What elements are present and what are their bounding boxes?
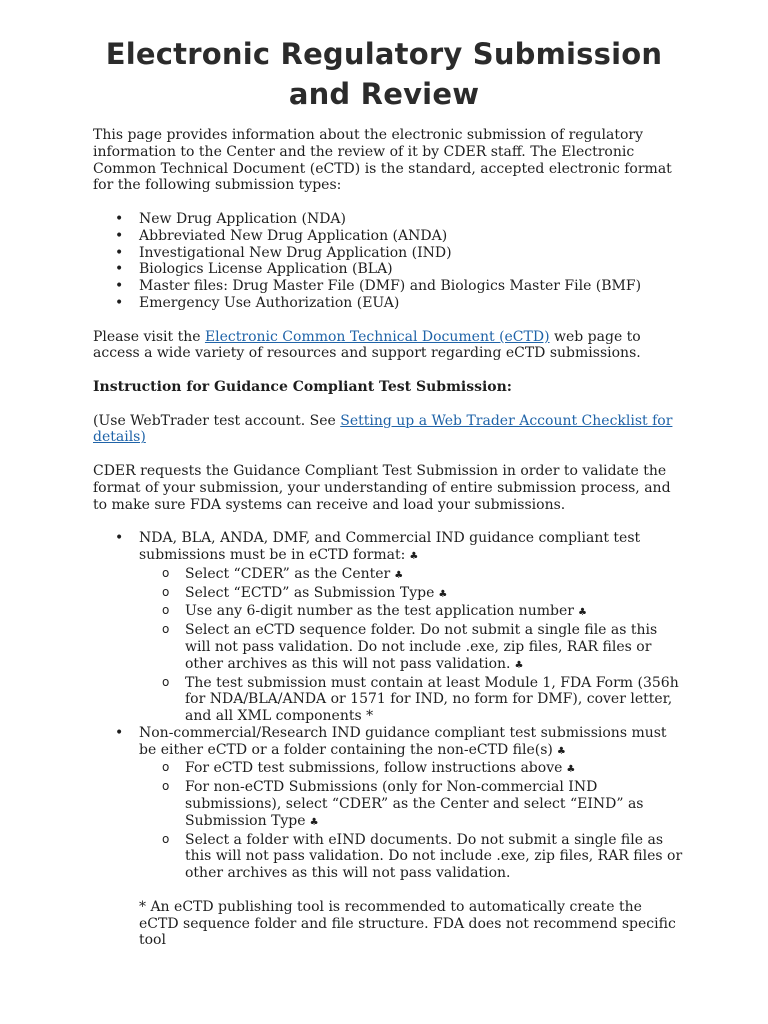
list-item: • Master files: Drug Master File (DMF) and Biologics Master File (BMF) [93,278,683,295]
sublist-item [139,566,683,585]
sublist-item [139,603,683,622]
intro-paragraph: This page provides information about the electronic submission of regulatory information to the Center and the review of it by CDER staff. The Electronic Common Technical Document (eCTD) is the standard, accepted electronic format for the following submission types: [93,127,672,194]
ectd-group-item [93,530,683,725]
ectd-link[interactable]: Electronic Common Technical Document (eCTD) [204,328,550,345]
club-icon: ♣ [309,816,319,828]
sublist-item-text: For eCTD test submissions, follow instructions above [185,760,563,777]
club-icon: ♣ [577,607,587,619]
title-line-2: and Review [288,77,480,111]
ectd-group-text: NDA, BLA, ANDA, DMF, and Commercial IND guidance compliant test submissions must be in eCTD format: [139,530,641,563]
sublist-item [139,622,683,674]
instruction-heading [93,379,683,396]
visit-text-before: Please visit the [93,328,205,345]
submission-types-list [93,211,683,312]
sublist-item [139,585,683,604]
sublist-item-text: Select an eCTD sequence folder. Do not submit a single file as this will not pass validation. Do not include .exe, zip files, RAR files or other archives as this will not pass validation. [185,622,658,672]
club-icon: ♣ [514,659,524,671]
list-item: • Abbreviated New Drug Application (ANDA) [93,228,683,245]
noncommercial-group-item [93,725,683,882]
club-icon: ♣ [394,569,404,581]
visit-text-after: web page to access a wide variety of resources and support regarding eCTD submissions. [93,328,641,362]
cder-paragraph: CDER requests the Guidance Compliant Test Submission in order to validate the format of your submission, your understanding of entire submission process, and to make sure FDA systems can receive and load your submissions. [93,462,671,513]
sublist-item [139,675,683,725]
club-icon: ♣ [566,764,576,776]
sublist-item-text: Select “ECTD” as Submission Type [185,584,435,601]
list-item: • Investigational New Drug Application (IND) [93,245,683,262]
webtrader-checklist-link[interactable]: Setting up a Web Trader Account Checklist for details) [93,412,673,446]
title-line-1: Electronic Regulatory Submission [105,37,663,71]
sublist-item [139,760,683,779]
footnote: * An eCTD publishing tool is recommended to automatically create the eCTD sequence folder and file structure. FDA does not recommend specific tool [139,898,676,949]
list-item: • Biologics License Application (BLA) [93,261,683,278]
webtrader-paragraph [93,413,683,447]
webtrader-text-before: (Use WebTrader test account. See [93,412,341,429]
ectd-sublist [139,566,683,725]
sublist-item-text: Select a folder with eIND documents. Do not submit a single file as this will not pass validation. Do not include .exe, zip files, RAR files or other archives as this will not pass validation. [185,831,683,882]
noncommercial-sublist [139,760,683,882]
club-icon: ♣ [409,550,419,562]
sublist-item-text: Select “CDER” as the Center [185,565,391,582]
club-icon: ♣ [438,588,448,600]
sublist-item [139,832,683,882]
document-body [93,127,683,949]
instruction-heading-text: Instruction for Guidance Compliant Test Submission: [93,378,512,395]
requirements-list [93,530,683,882]
visit-paragraph [93,329,683,363]
page-title [60,34,708,114]
list-item: • Emergency Use Authorization (EUA) [93,295,683,312]
club-icon: ♣ [556,745,566,757]
sublist-item-text: The test submission must contain at least Module 1, FDA Form (356h for NDA/BLA/ANDA or 1571 for IND, no form for DMF), cover letter, and all XML components * [185,674,679,725]
sublist-item [139,779,683,831]
sublist-item-text: Use any 6-digit number as the test application number [185,603,574,620]
list-item: • New Drug Application (NDA) [93,211,683,228]
sublist-item-text: For non-eCTD Submissions (only for Non-commercial IND submissions), select “CDER” as the Center and select “EIND” as Submission Type [185,779,644,829]
noncommercial-group-text: Non-commercial/Research IND guidance compliant test submissions must be either eCTD or a folder containing the non-eCTD file(s) [139,724,667,758]
